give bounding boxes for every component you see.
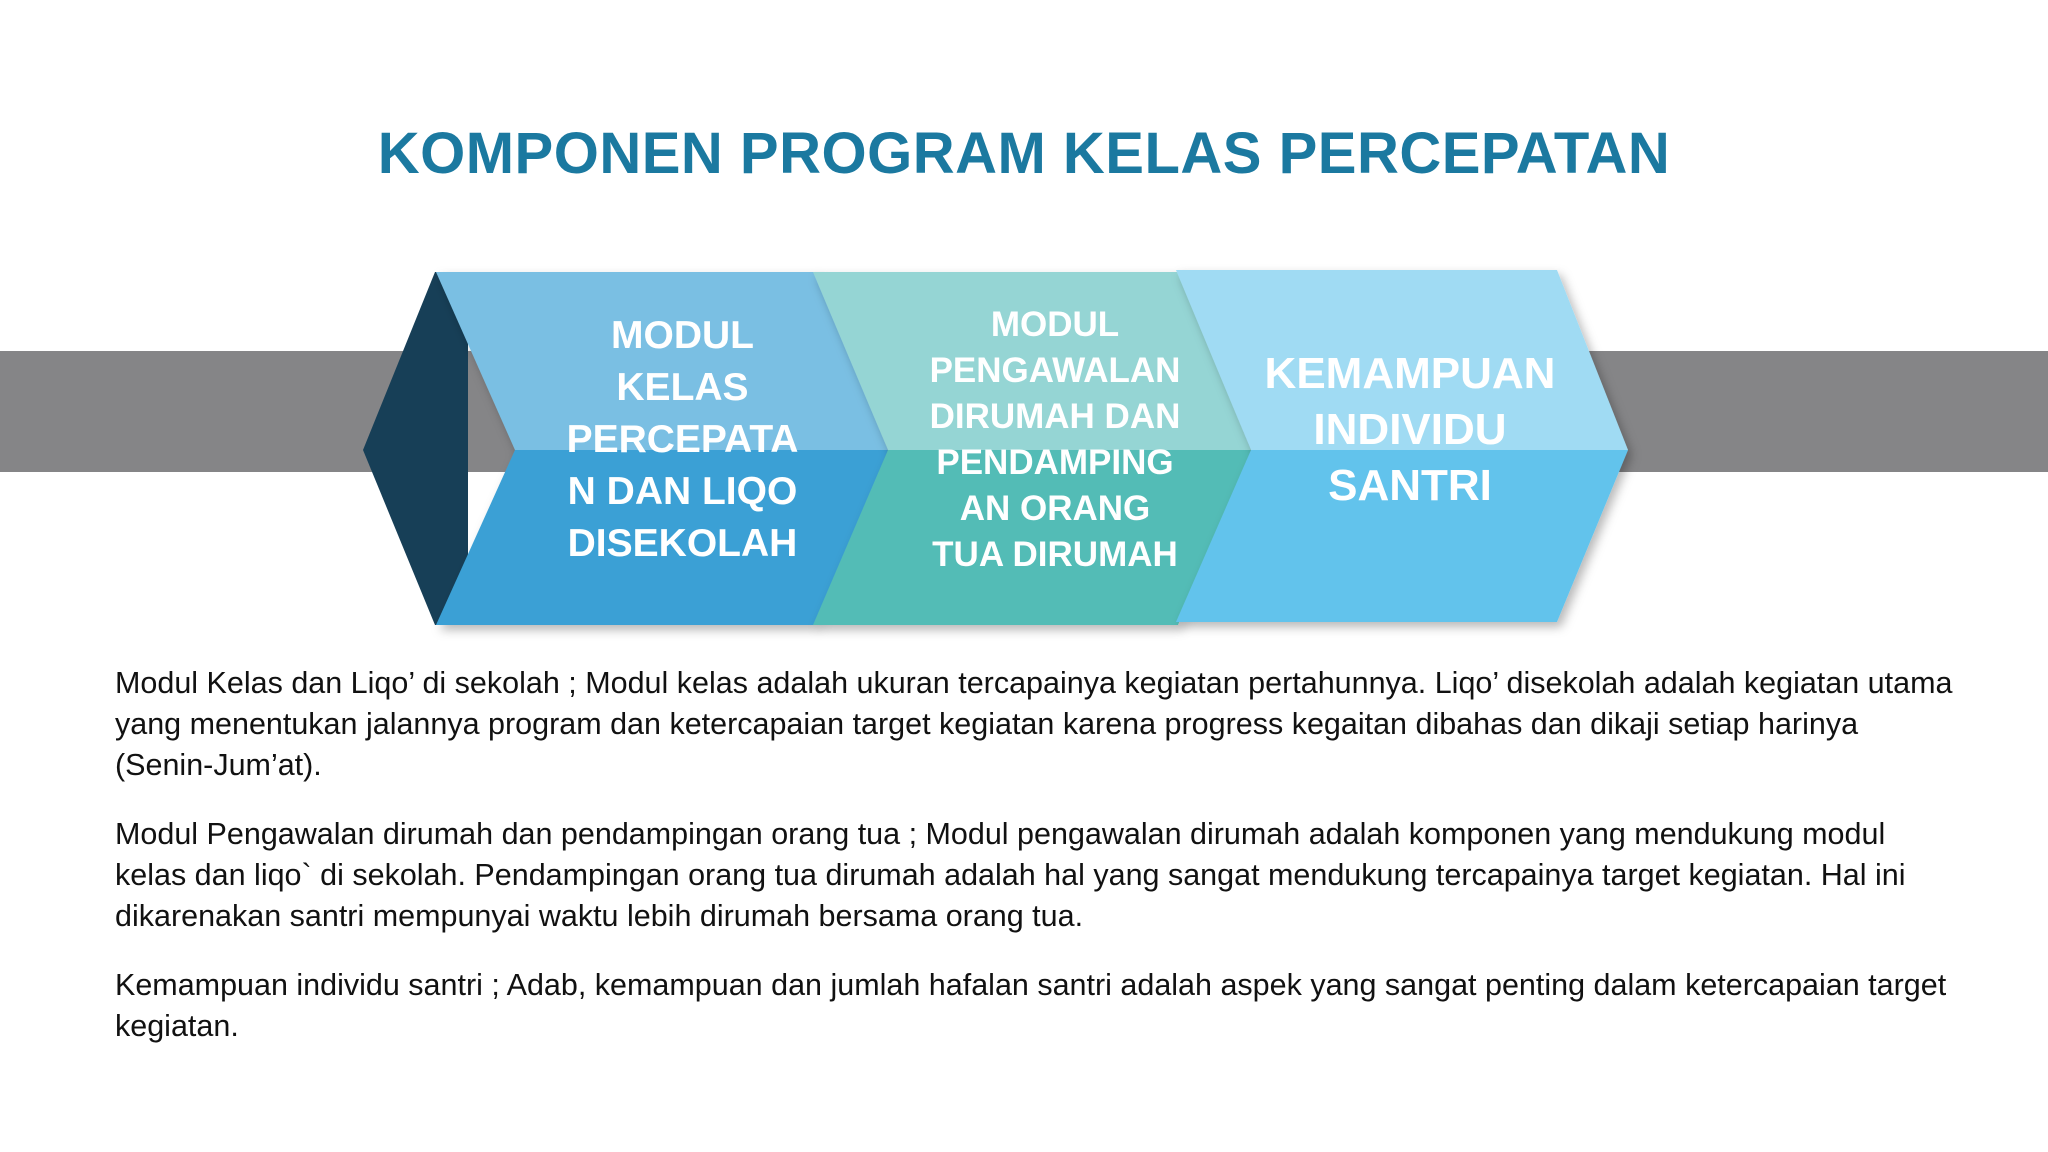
box-2-label: MODUL PENGAWALAN DIRUMAH DAN PENDAMPING AN ORANG TUA DIRUMAH	[929, 305, 1181, 574]
paragraph-pengawalan: Modul Pengawalan dirumah dan pendampingan orang tua ; Modul pengawalan dirumah adalah komponen yang mendukung modul kelas dan liqo` di sekolah. Pendampingan orang tua dirumah adalah hal yang sangat mendukung tercapainya target kegiatan. Hal ini dikarenakan santri mempunyai waktu lebih dirumah bersama orang tua.	[115, 817, 1906, 933]
paragraph-kelas-liqo: Modul Kelas dan Liqo’ di sekolah ; Modul kelas adalah ukuran tercapainya kegiatan pertahunnya. Liqo’ disekolah adalah kegiatan utama yang menentukan jalannya program dan ketercapaian target kegiatan karena progress kegaitan dibahas dan dikaji setiap harinya (Senin-Jum’at).	[115, 666, 1953, 782]
box-1-label: MODUL KELAS PERCEPATA N DAN LIQO DISEKOLAH	[566, 314, 799, 565]
box-3-label: KEMAMPUAN INDIVIDU SANTRI	[1264, 349, 1556, 510]
description-section	[115, 663, 1955, 1075]
slide-title: KOMPONEN PROGRAM KELAS PERCEPATAN	[377, 121, 1671, 186]
dark-back-hexagon	[363, 272, 468, 625]
paragraph-kemampuan: Kemampuan individu santri ; Adab, kemampuan dan jumlah hafalan santri adalah aspek yang sangat penting dalam ketercapaian target kegiatan.	[115, 968, 1947, 1043]
